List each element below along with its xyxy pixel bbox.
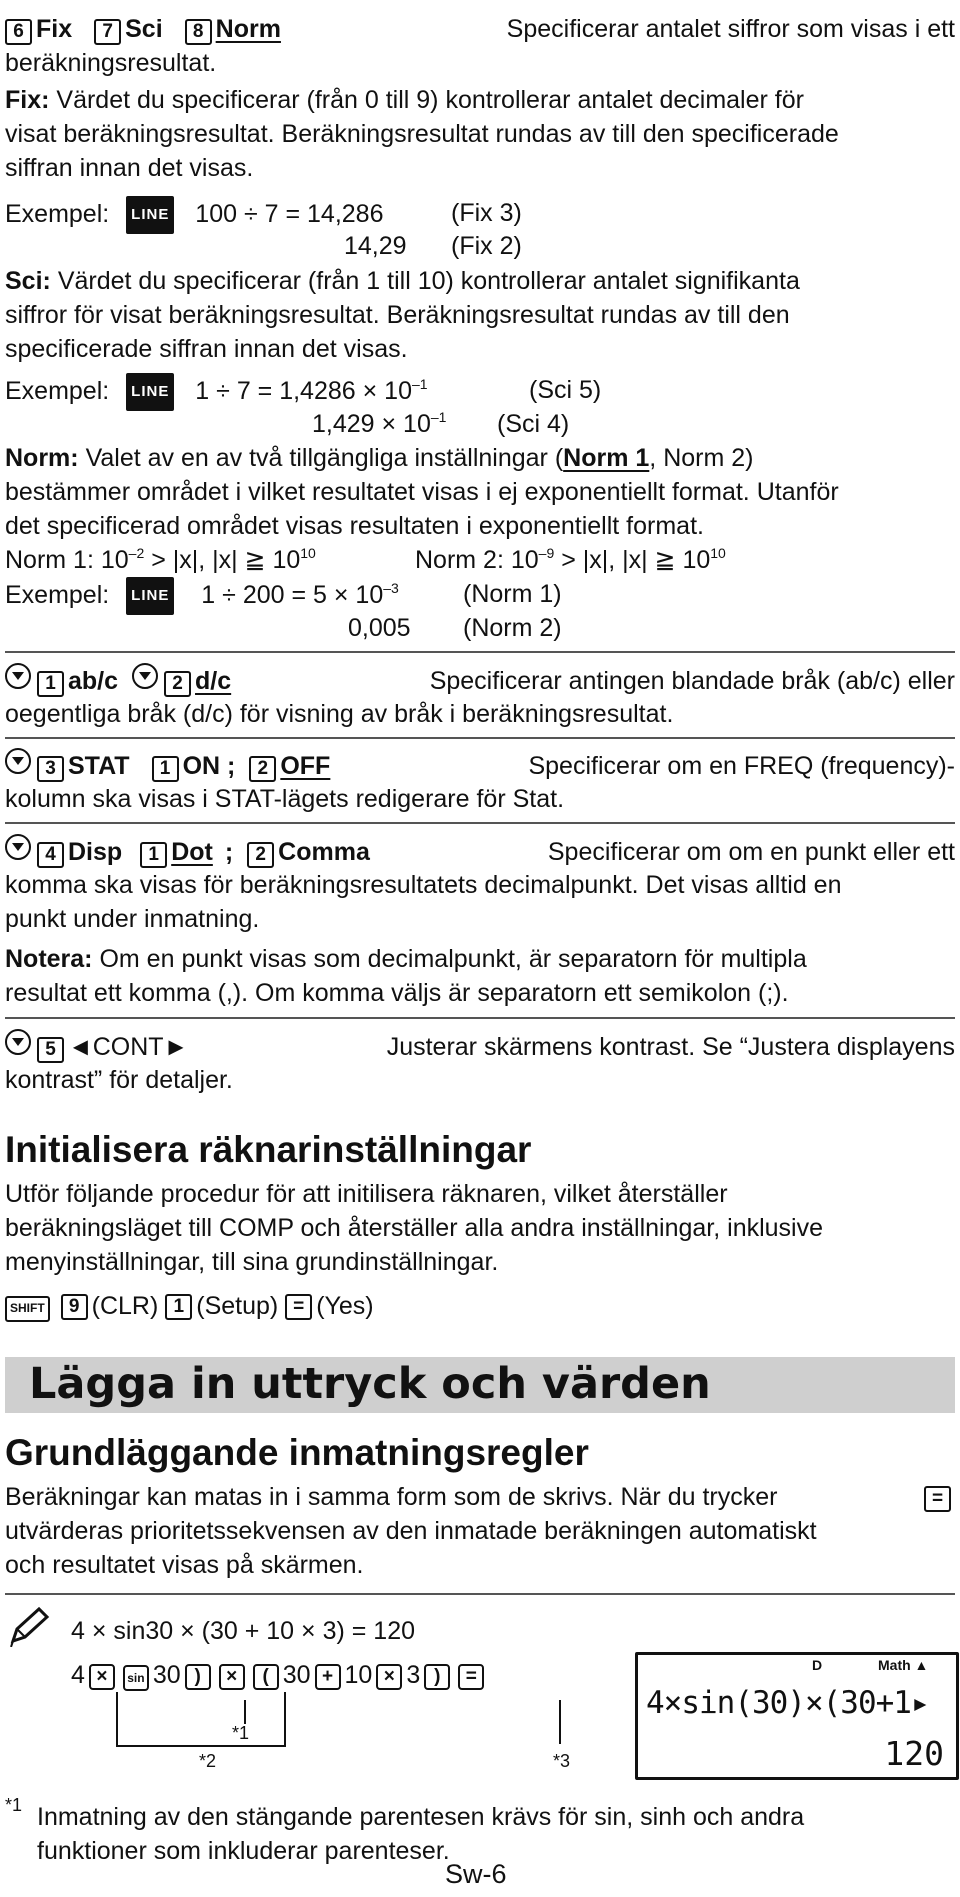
key-1: 1 (165, 1294, 192, 1320)
fraction-desc: Specificerar antingen blandade bråk (ab/c) eller (429, 667, 955, 695)
calculator-display (635, 1652, 959, 1780)
intro-cont: beräkningsresultat. (5, 49, 217, 77)
example-key-sequence (71, 1658, 488, 1692)
equals-key: = (285, 1294, 312, 1320)
norm2-range (415, 543, 726, 577)
note-2: resultat ett komma (,). Om komma väljs är separatorn ett semikolon (;). (5, 979, 789, 1007)
mark-3: *3 (553, 1751, 571, 1771)
fraction-abc-label: ab/c (68, 667, 119, 695)
fix-desc-2: visat beräkningsresultat. Beräkningsresultat rundas av till den specificerade (5, 120, 839, 148)
norm1-range (5, 543, 316, 577)
norm-example-mode-1: (Norm 1) (463, 580, 562, 608)
setup-label: (Setup) (196, 1292, 279, 1320)
footnote-mark: *1 (5, 1795, 23, 1815)
note-term: Notera: (5, 945, 93, 973)
fix-example-2: 14,29 (344, 232, 407, 260)
math-indicator: Math ▲ (878, 1657, 929, 1673)
disp-separator: ; (224, 838, 234, 866)
line-badge: LINE (126, 577, 174, 615)
close-paren-key: ) (185, 1664, 211, 1690)
init-heading: Initialisera räknarinställningar (5, 1129, 532, 1170)
sci-example-mode-1: (Sci 5) (529, 376, 602, 404)
sci-label: Sci (125, 15, 163, 43)
key-2: 2 (164, 671, 191, 697)
sci-example-2-exponent: –1 (430, 409, 447, 425)
disp-desc-2: komma ska visas för beräkningsresultatets decimalpunkt. Det visas alltid en (5, 871, 842, 899)
key-4: 4 (37, 842, 64, 868)
fix-example-mode-1: (Fix 3) (451, 199, 522, 227)
sci-example-expr: 1 ÷ 7 = 1,4286 × 10 (195, 377, 412, 405)
norm-example-2: 0,005 (348, 614, 411, 642)
contrast-label: ◄CONT► (68, 1033, 189, 1061)
fraction-setting (5, 663, 955, 698)
seq-30: 30 (282, 1661, 311, 1689)
key-5: 5 (37, 1037, 64, 1063)
norm-term: Norm: (5, 444, 79, 472)
key-3: 3 (37, 756, 64, 782)
norm-description (5, 441, 955, 543)
cursor-down-icon (5, 748, 31, 774)
disp-note (5, 942, 955, 1010)
line-badge: LINE (126, 196, 174, 234)
rules-heading: Grundläggande inmatningsregler (5, 1432, 589, 1473)
stat-label: STAT (68, 752, 130, 780)
footnote-text-2: funktioner som inkluderar parenteser. (37, 1837, 450, 1865)
norm-label: Norm (215, 15, 281, 43)
sci-example-2-expr: 1,429 × 10 (312, 410, 431, 438)
norm-example-1 (5, 577, 399, 615)
norm-desc-3: det specificerad området visas resultaten i exponentiellt format. (5, 512, 704, 540)
open-paren-key: ( (253, 1664, 279, 1690)
footnote-text-1: Inmatning av den stängande parentesen krävs för sin, sinh och andra (37, 1803, 805, 1831)
sci-example-mode-2: (Sci 4) (497, 410, 570, 438)
key-6: 6 (5, 19, 32, 45)
contrast-setting (5, 1029, 955, 1064)
display-settings-header (5, 12, 955, 46)
sin-key: sin (123, 1665, 149, 1691)
sci-description (5, 264, 955, 366)
footnote-text (37, 1800, 955, 1868)
equals-key: = (458, 1664, 484, 1690)
divider (5, 1593, 955, 1595)
disp-dot-label: Dot (171, 838, 213, 866)
key-2: 2 (249, 756, 276, 782)
disp-desc-cont (5, 868, 955, 936)
intro-text: Specificerar antalet siffror som visas i ett (506, 15, 955, 43)
degree-indicator: D (812, 1657, 823, 1673)
stat-setting (5, 748, 955, 783)
sci-example-2 (312, 407, 446, 441)
init-key-sequence (5, 1289, 374, 1323)
sci-desc-3: specificerade siffran innan det visas. (5, 335, 408, 363)
rules-text-2: utvärderas prioritetssekvensen av den inmatade beräkningen automatiskt (5, 1517, 817, 1545)
line-badge: LINE (126, 373, 174, 411)
note-1: Om en punkt visas som decimalpunkt, är separatorn för multipla (99, 945, 807, 973)
key-2: 2 (247, 842, 274, 868)
fix-desc-1: Värdet du specificerar (från 0 till 9) kontrollerar antalet decimaler för (56, 86, 804, 114)
divider (5, 1017, 955, 1019)
fix-term: Fix: (5, 86, 50, 114)
rules-text-1-row (5, 1480, 955, 1514)
display-expression: 4×sin(30)×(30+1▸ (646, 1685, 929, 1721)
example-label: Exempel: (5, 200, 110, 228)
norm-example-exponent: –3 (383, 580, 399, 596)
fix-description (5, 83, 955, 185)
seq-30: 30 (152, 1661, 181, 1689)
init-text (5, 1177, 955, 1279)
norm1-range-b: > |x|, |x| ≧ 10 (144, 546, 301, 574)
norm1-exp: –2 (128, 545, 145, 561)
stat-off-label: OFF (280, 752, 331, 780)
norm2-exp: –9 (538, 545, 555, 561)
mark-2: *2 (199, 1751, 217, 1771)
disp-desc: Specificerar om om en punkt eller ett (547, 838, 955, 866)
mark-1: *1 (232, 1723, 250, 1743)
example-label: Exempel: (5, 377, 110, 405)
display-result: 120 (884, 1734, 944, 1773)
key-1: 1 (140, 842, 167, 868)
init-text-3: menyinställningar, till sina grundinställningar. (5, 1248, 499, 1276)
disp-desc-3: punkt under inmatning. (5, 905, 260, 933)
cursor-down-icon (5, 1029, 31, 1055)
disp-comma-label: Comma (278, 838, 370, 866)
key-8: 8 (185, 19, 212, 45)
seq-3: 3 (406, 1661, 421, 1689)
fraction-desc-cont: oegentliga bråk (d/c) för visning av bråk i beräkningsresultat. (5, 700, 674, 728)
norm2-range-b: > |x|, |x| ≧ 10 (554, 546, 711, 574)
norm1-exp2: 10 (300, 545, 316, 561)
stat-desc: Specificerar om en FREQ (frequency)- (528, 752, 955, 780)
fix-example-1 (5, 196, 383, 234)
cursor-down-icon (132, 663, 158, 689)
rules-text (5, 1514, 955, 1582)
clr-label: (CLR) (91, 1292, 159, 1320)
key-9: 9 (61, 1294, 88, 1320)
divider (5, 651, 955, 653)
sci-term: Sci: (5, 267, 51, 295)
sci-desc-2: siffror för visat beräkningsresultat. Beräkningsresultat rundas av till den (5, 301, 790, 329)
sci-example-1 (5, 373, 428, 411)
stat-desc-cont: kolumn ska visas i STAT-lägets redigerare för Stat. (5, 785, 565, 813)
key-1: 1 (152, 756, 179, 782)
section-band (5, 1357, 955, 1413)
sci-desc-1: Värdet du specificerar (från 1 till 10) kontrollerar antalet signifikanta (57, 267, 800, 295)
norm-example-expr: 1 ÷ 200 = 5 × 10 (201, 581, 384, 609)
yes-label: (Yes) (316, 1292, 374, 1320)
cursor-down-icon (5, 663, 31, 689)
init-text-2: beräkningsläget till COMP och återställer alla andra inställningar, inklusive (5, 1214, 824, 1242)
fix-example-expr: 100 ÷ 7 = 14,286 (195, 200, 384, 228)
stat-on-label: ON ; (182, 752, 236, 780)
key-1: 1 (37, 671, 64, 697)
band-title: Lägga in uttryck och värden (29, 1359, 711, 1409)
page-number: Sw-6 (445, 1859, 507, 1889)
plus-key: + (315, 1664, 341, 1690)
cursor-down-icon (5, 834, 31, 860)
divider (5, 737, 955, 739)
divider (5, 822, 955, 824)
multiply-key: × (376, 1664, 402, 1690)
example-label: Exempel: (5, 581, 110, 609)
contrast-desc-cont: kontrast” för detaljer. (5, 1066, 233, 1094)
norm2-range-a: Norm 2: 10 (415, 546, 539, 574)
norm-desc-1c: , Norm 2) (649, 444, 754, 472)
key-7: 7 (94, 19, 121, 45)
pencil-icon (7, 1605, 53, 1647)
multiply-key: × (89, 1664, 115, 1690)
rules-text-1: Beräkningar kan matas in i samma form som de skrivs. När du trycker (5, 1483, 778, 1511)
fraction-dc-label: d/c (195, 667, 232, 695)
fix-desc-3: siffran innan det visas. (5, 154, 254, 182)
sci-example-exponent: –1 (411, 376, 428, 392)
disp-setting (5, 834, 955, 869)
close-paren-key: ) (424, 1664, 450, 1690)
norm2-exp2: 10 (710, 545, 726, 561)
seq-10: 10 (344, 1661, 373, 1689)
multiply-key: × (219, 1664, 245, 1690)
contrast-desc: Justerar skärmens kontrast. Se “Justera displayens (386, 1033, 955, 1061)
init-text-1: Utför följande procedur för att initilisera räknaren, vilket återställer (5, 1180, 728, 1208)
rules-text-3: och resultatet visas på skärmen. (5, 1551, 364, 1579)
disp-label: Disp (68, 838, 123, 866)
norm1-range-a: Norm 1: 10 (5, 546, 129, 574)
fix-label: Fix (36, 15, 73, 43)
norm-desc-2: bestämmer området i vilket resultatet visas i ej exponentiellt format. Utanför (5, 478, 839, 506)
example-expression: 4 × sin30 × (30 + 10 × 3) = 120 (71, 1617, 416, 1645)
norm-example-mode-2: (Norm 2) (463, 614, 562, 642)
shift-key: SHIFT (5, 1296, 50, 1322)
equals-key: = (924, 1486, 951, 1512)
norm-desc-1a: Valet av en av två tillgängliga inställningar ( (85, 444, 564, 472)
seq-4: 4 (71, 1661, 85, 1689)
fix-example-mode-2: (Fix 2) (451, 232, 522, 260)
norm-desc-1b: Norm 1 (563, 444, 650, 472)
bracket-markers (105, 1690, 585, 1760)
